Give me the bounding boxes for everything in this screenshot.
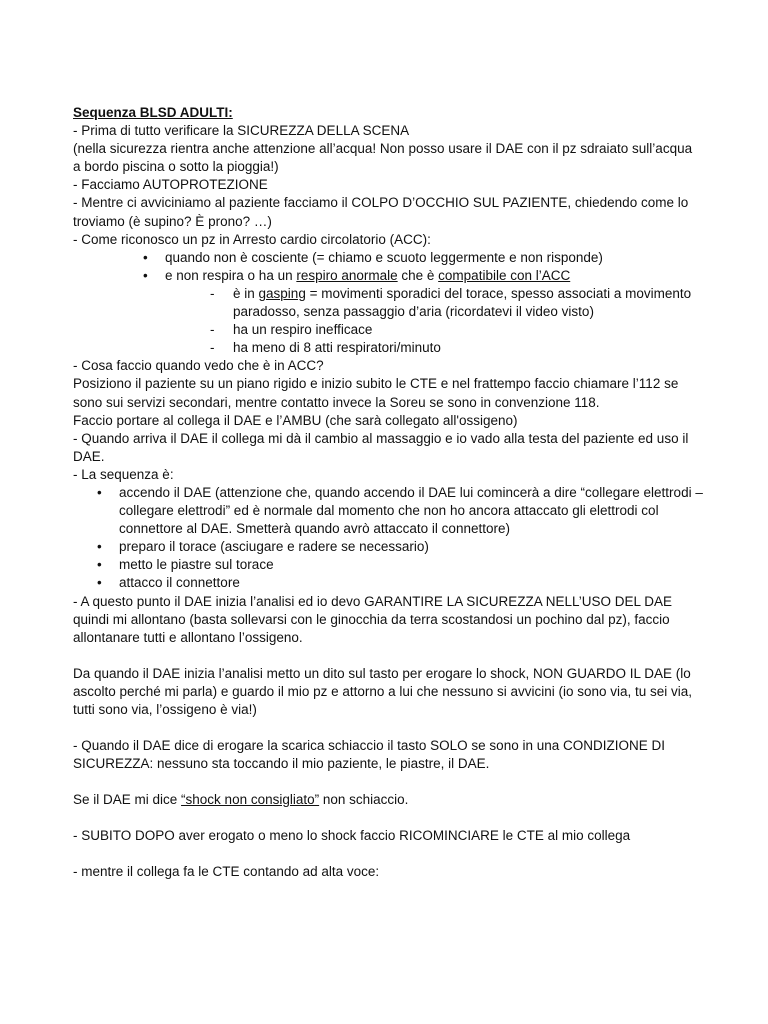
list-item: - è in gasping = movimenti sporadici del torace, spesso associati a movimento paradosso, senza passaggio d’aria (ricordatevi il video visto) (73, 285, 703, 321)
paragraph: - Prima di tutto verificare la SICUREZZA DELLA SCENA (73, 123, 410, 139)
list-item: - ha un respiro inefficace (73, 321, 703, 339)
paragraph: Posiziono il paziente su un piano rigido e inizio subito le CTE e nel frattempo faccio chiamare l’112 se sono sui servizi secondari, mentre contatto invece la Soreu se sono in convenzione 118. (73, 376, 679, 410)
list-item: • attacco il connettore (73, 574, 703, 592)
paragraph: - La sequenza è: (73, 466, 174, 482)
paragraph: - SUBITO DOPO aver erogato o meno lo shock faccio RICOMINCIARE le CTE al mio collega (73, 828, 631, 844)
paragraph: (nella sicurezza rientra anche attenzione all’acqua! Non posso usare il DAE con il pz sdraiato sull’acqua a bordo piscina o sotto la pioggia!) (73, 141, 693, 175)
acc-criteria-list (73, 249, 703, 285)
paragraph: - Quando arriva il DAE il collega mi dà il cambio al massaggio e io vado alla testa del paziente ed uso il DAE. (73, 430, 689, 464)
dae-sequence-list (73, 484, 703, 593)
paragraph: - A questo punto il DAE inizia l’analisi ed io devo GARANTIRE LA SICUREZZA NELL’USO DEL DAE quindi mi allontano (basta sollevarsi con le ginocchia da terra scostandosi un pochino dal pz), faccio allontanare tutti e allontano l’ossigeno. (73, 593, 673, 645)
paragraph: - Mentre ci avviciniamo al paziente facciamo il COLPO D’OCCHIO SUL PAZIENTE, chiedendo come lo troviamo (è supino? È prono? …) (73, 195, 689, 229)
paragraph: - Cosa faccio quando vedo che è in ACC? (73, 358, 324, 374)
paragraph: - Facciamo AUTOPROTEZIONE (73, 177, 268, 193)
list-item: • accendo il DAE (attenzione che, quando accendo il DAE lui comincerà a dire “collegare elettrodi – collegare elettrodi” ed è normale dal momento che non ho ancora attaccato gli elettrodi col connettore al DAE. Smetterà quando avrò attaccato il connettore) (73, 484, 703, 538)
paragraph: Da quando il DAE inizia l’analisi metto un dito sul tasto per erogare lo shock, NON GUARDO IL DAE (lo ascolto perché mi parla) e guardo il mio pz e attorno a lui che nessuno si avvicini (io sono via, tu sei via, tutti sono via, l’ossigeno è via!) (73, 665, 693, 717)
paragraph: - mentre il collega fa le CTE contando ad alta voce: (73, 864, 380, 880)
document-page (73, 104, 703, 882)
paragraph: - Come riconosco un pz in Arresto cardio circolatorio (ACC): (73, 231, 431, 247)
abnormal-breathing-list (73, 285, 703, 357)
paragraph: - Quando il DAE dice di erogare la scarica schiaccio il tasto SOLO se sono in una CONDIZIONE DI SICUREZZA: nessuno sta toccando il mio paziente, le piastre, il DAE. (73, 738, 665, 772)
paragraph: Faccio portare al collega il DAE e l’AMBU (che sarà collegato all'ossigeno) (73, 412, 518, 428)
list-item: - ha meno di 8 atti respiratori/minuto (73, 339, 703, 357)
list-item: • metto le piastre sul torace (73, 556, 703, 574)
paragraph: Se il DAE mi dice “shock non consigliato” non schiaccio. (73, 792, 409, 808)
list-item: • quando non è cosciente (= chiamo e scuoto leggermente e non risponde) (73, 249, 703, 267)
list-item: • e non respira o ha un respiro anormale che è compatibile con l’ACC (73, 267, 703, 285)
page-title: Sequenza BLSD ADULTI: (73, 105, 233, 120)
list-item: • preparo il torace (asciugare e radere se necessario) (73, 538, 703, 556)
